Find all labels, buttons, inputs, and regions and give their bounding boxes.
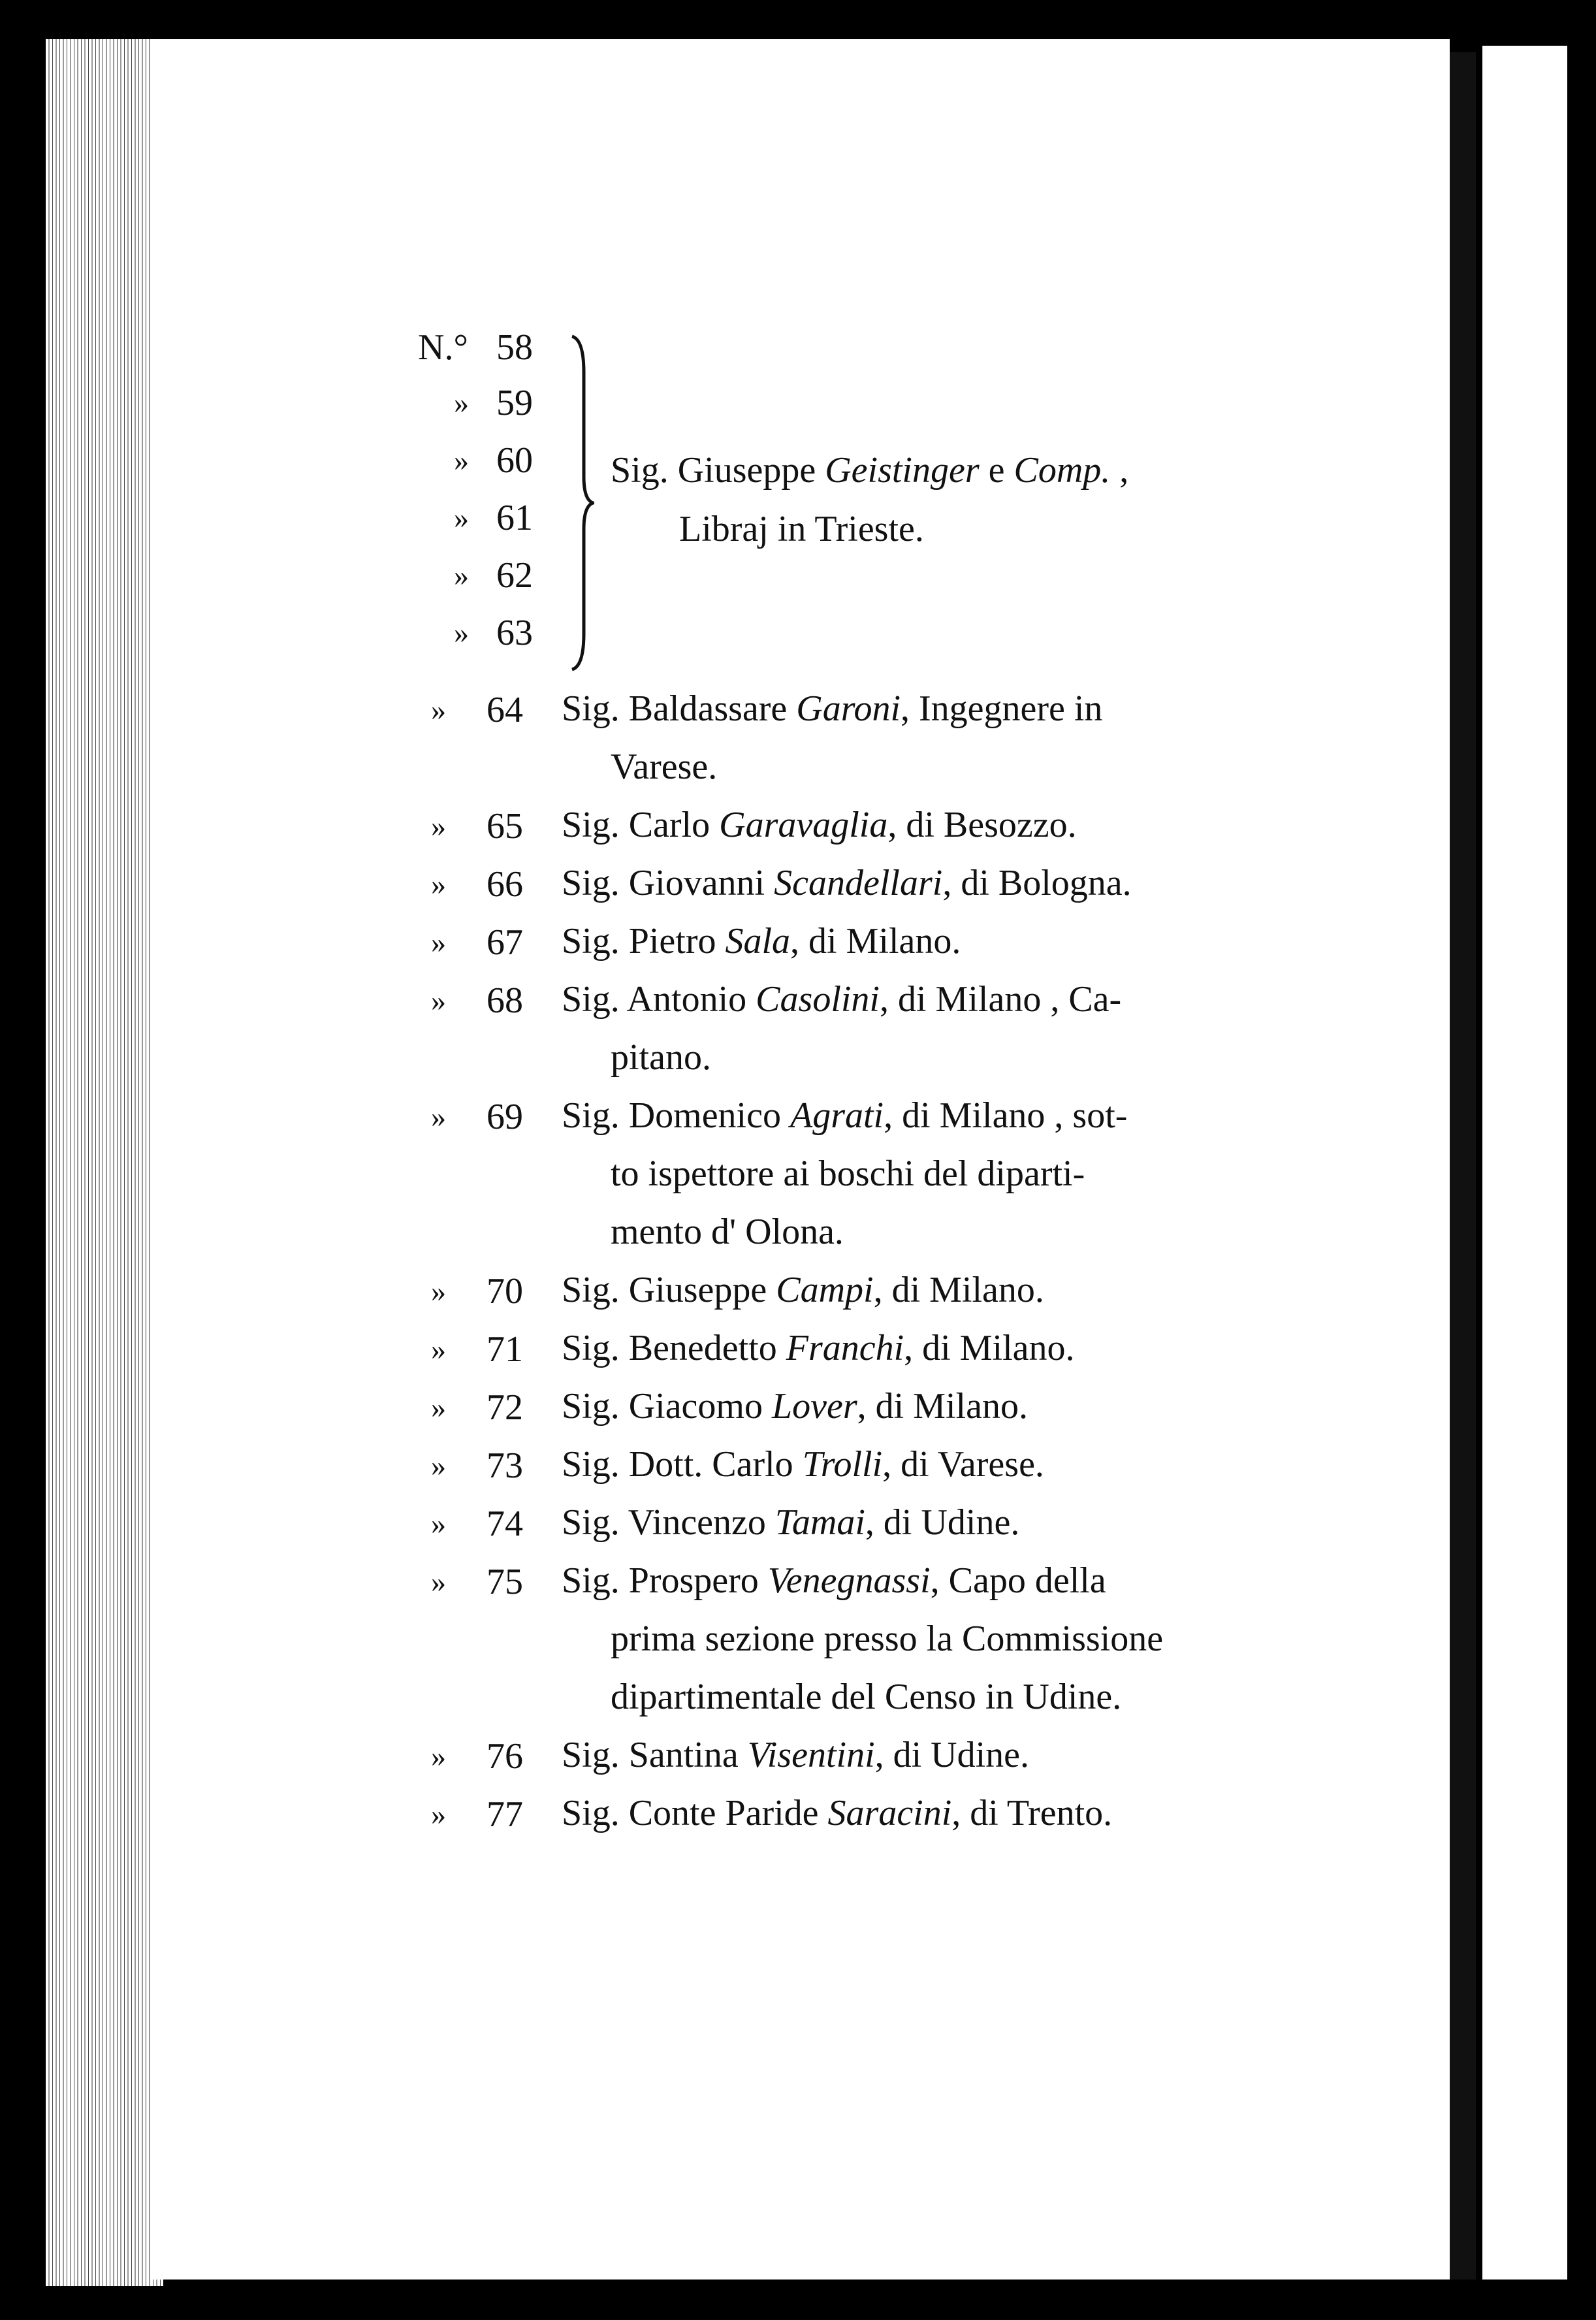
entry-number: 72 [487, 1387, 523, 1428]
entry-continuation: to ispettore ai boschi del diparti- [611, 1153, 1085, 1194]
ditto-mark: » [454, 558, 469, 592]
entry-number: 60 [496, 440, 533, 481]
number-prefix: N.° [418, 327, 468, 368]
entry-continuation: mento d' Olona. [611, 1212, 844, 1252]
entry-number: 73 [487, 1445, 523, 1486]
entry-number: 59 [496, 383, 533, 423]
entry-line: Sig. Conte Paride Saracini, di Trento. [562, 1793, 1113, 1833]
ditto-mark: » [431, 867, 446, 901]
entry-number: 68 [487, 980, 523, 1021]
ditto-mark: » [431, 1391, 446, 1424]
ditto-mark: » [431, 1100, 446, 1133]
entry-number: 75 [487, 1562, 523, 1602]
ditto-mark: » [431, 693, 446, 726]
entry-number: 74 [487, 1504, 523, 1544]
ditto-mark: » [431, 1797, 446, 1831]
entry-number: 61 [496, 498, 533, 538]
entry-line: Sig. Prospero Venegnassi, Capo della [562, 1560, 1106, 1601]
entry-continuation: pitano. [611, 1037, 711, 1078]
ditto-mark: » [431, 1507, 446, 1540]
entry-line: Libraj in Trieste. [679, 509, 924, 549]
entry-line: Sig. Baldassare Garoni, Ingegnere in [562, 688, 1103, 729]
ditto-mark: » [431, 984, 446, 1017]
entry-number: 65 [487, 806, 523, 846]
entry-line: Sig. Benedetto Franchi, di Milano. [562, 1328, 1075, 1368]
entry-line: Sig. Santina Visentini, di Udine. [562, 1735, 1030, 1775]
ditto-mark: » [431, 926, 446, 959]
entry-number: 66 [487, 864, 523, 905]
entry-number: 76 [487, 1736, 523, 1777]
ditto-mark: » [454, 443, 469, 477]
entry-number: 70 [487, 1271, 523, 1312]
entry-line: Sig. Pietro Sala, di Milano. [562, 921, 961, 961]
entry-number: 71 [487, 1329, 523, 1370]
entry-number: 64 [487, 690, 523, 730]
entry-number: 77 [487, 1794, 523, 1835]
entry-line: Sig. Carlo Garavaglia, di Besozzo. [562, 805, 1077, 845]
ditto-mark: » [431, 1565, 446, 1598]
entry-continuation: prima sezione presso la Commissione [611, 1619, 1164, 1659]
entry-line: Sig. Giuseppe Campi, di Milano. [562, 1270, 1044, 1310]
entry-line: Sig. Antonio Casolini, di Milano , Ca- [562, 979, 1122, 1020]
entry-line: Sig. Giuseppe Geistinger e Comp. , [611, 450, 1129, 491]
ditto-mark: » [431, 1739, 446, 1773]
facing-page-gutter [1450, 52, 1476, 2280]
ditto-mark: » [431, 1274, 446, 1308]
entry-number: 67 [487, 922, 523, 963]
ditto-mark: » [431, 1449, 446, 1482]
entry-line: Sig. Dott. Carlo Trolli, di Varese. [562, 1444, 1044, 1485]
entry-line: Sig. Domenico Agrati, di Milano , sot- [562, 1095, 1128, 1136]
entry-number: 63 [496, 613, 533, 653]
curly-brace-icon [568, 333, 594, 673]
entry-line: Sig. Giacomo Lover, di Milano. [562, 1386, 1028, 1426]
entry-line: Sig. Giovanni Scandellari, di Bologna. [562, 863, 1132, 903]
ditto-mark: » [454, 616, 469, 649]
entry-number: 69 [487, 1097, 523, 1137]
entry-line: Sig. Vincenzo Tamai, di Udine. [562, 1502, 1020, 1543]
facing-page-strip [1482, 46, 1567, 2280]
ditto-mark: » [454, 386, 469, 419]
ditto-mark: » [454, 501, 469, 534]
entry-continuation: dipartimentale del Censo in Udine. [611, 1677, 1122, 1717]
entry-continuation: Varese. [611, 747, 718, 787]
entry-number: 58 [496, 327, 533, 368]
entry-number: 62 [496, 555, 533, 596]
book-page-edges [46, 39, 163, 2286]
ditto-mark: » [431, 1332, 446, 1366]
ditto-mark: » [431, 809, 446, 843]
